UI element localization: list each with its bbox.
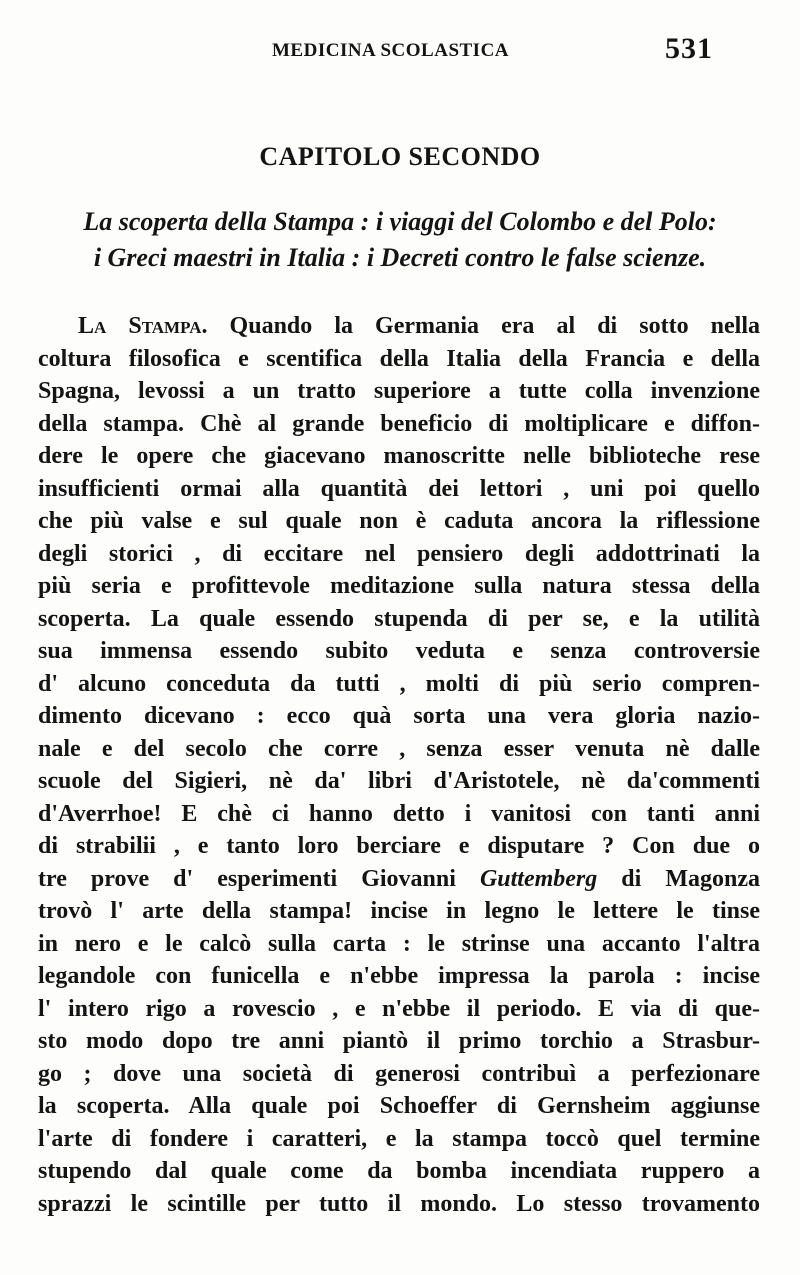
- text-line: che più valse e sul quale non è caduta ancora la riflessione: [38, 508, 760, 534]
- name-guttemberg: Guttemberg: [479, 865, 598, 892]
- text-line: stupendo dal quale come da bomba incendiata ruppero a: [38, 1158, 760, 1184]
- section-lead-in: La Stampa.: [78, 313, 208, 339]
- text-line: legandole con funicella e n'ebbe impressa la parola : incise: [38, 963, 760, 989]
- text-line: d' alcuno conceduta da tutti , molti di più serio compren-: [38, 670, 760, 697]
- body-text: [38, 310, 760, 1220]
- text-line: coltura filosofica e scentifica della Italia della Francia e della: [38, 345, 760, 372]
- text-line: in nero e le calcò sulla carta : le strinse una accanto l'altra: [38, 930, 760, 957]
- text-line: di strabilii , e tanto loro berciare e disputare ? Con due o: [38, 833, 760, 859]
- text-line: sua immensa essendo subito veduta e senza controversie: [38, 638, 760, 664]
- text-line: d'Averrhoe! E chè ci hanno detto i vanitosi con tanti anni: [38, 800, 760, 827]
- chapter-subtitle: [40, 204, 760, 276]
- text-line: scuole del Sigieri, nè da' libri d'Aristotele, nè da'commenti: [38, 768, 760, 794]
- text-line: dimento dicevano : ecco quà sorta una vera gloria nazio-: [38, 703, 760, 729]
- paragraph-first-line: [38, 310, 760, 343]
- text-line: la scoperta. Alla quale poi Schoeffer di Gernsheim aggiunse: [38, 1093, 760, 1119]
- subtitle-line: La scoperta della Stampa : i viaggi del Colombo e del Polo:: [83, 207, 717, 236]
- text-line: scoperta. La quale essendo stupenda di per se, e la utilità: [38, 605, 760, 632]
- chapter-title: CAPITOLO SECONDO: [259, 142, 541, 171]
- text-line: go ; dove una società di generosi contribuì a perfezionare: [38, 1060, 760, 1087]
- page-number: 531: [665, 32, 713, 65]
- subtitle-line: i Greci maestri in Italia : i Decreti contro le false scienze.: [93, 243, 707, 272]
- text-line: nale e del secolo che corre , senza esser venuta nè dalle: [38, 735, 760, 762]
- text-line-guttemberg: tre prove d' esperimenti Giovanni Guttemberg di Magonza: [38, 865, 761, 892]
- text-line: l'arte di fondere i caratteri, e la stampa toccò quel termine: [38, 1125, 760, 1152]
- text-line: Spagna, levossi a un tratto superiore a tutte colla invenzione: [38, 378, 760, 404]
- text-line: insufficienti ormai alla quantità dei lettori , uni poi quello: [38, 475, 760, 502]
- running-head: [0, 30, 800, 70]
- first-line-text: Quando la Germania era al di sotto nella: [207, 313, 760, 339]
- running-title: MEDICINA SCOLASTICA: [272, 40, 510, 61]
- text-line: trovò l' arte della stampa! incise in legno le lettere le tinse: [38, 898, 760, 924]
- text-line: sprazzi le scintille per tutto il mondo. Lo stesso trovamento: [38, 1190, 760, 1217]
- text-line: degli storici , di eccitare nel pensiero degli addottrinati la: [38, 540, 760, 567]
- text-line: l' intero rigo a rovescio , e n'ebbe il periodo. E via di que-: [38, 995, 760, 1022]
- text-line: sto modo dopo tre anni piantò il primo torchio a Strasbur-: [38, 1028, 760, 1054]
- text-line: della stampa. Chè al grande beneficio di moltiplicare e diffon-: [38, 410, 760, 437]
- text-line: dere le opere che giacevano manoscritte nelle biblioteche rese: [38, 443, 760, 469]
- text-line: più seria e profittevole meditazione sulla natura stessa della: [38, 573, 760, 599]
